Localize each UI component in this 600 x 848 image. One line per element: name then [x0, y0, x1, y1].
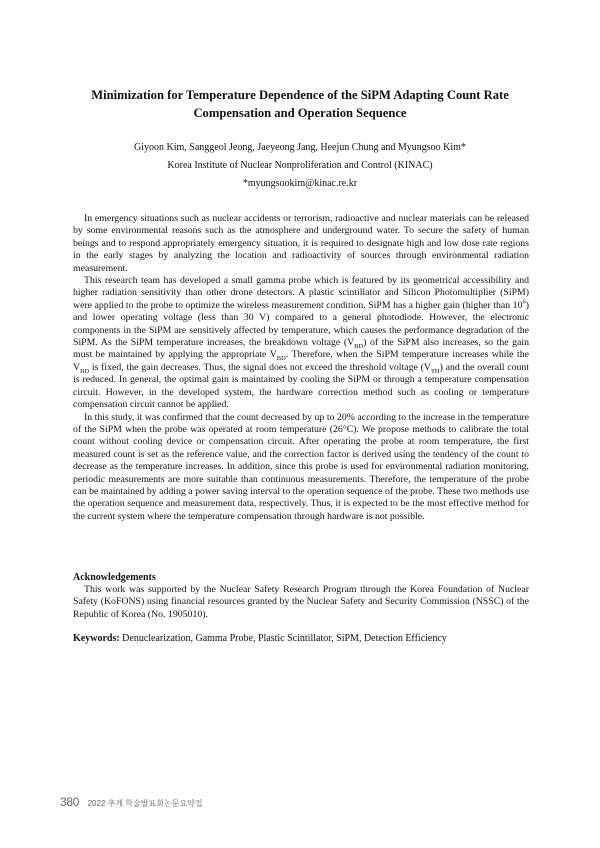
paragraph-3: In this study, it was confirmed that the count decreased by up to 20% according to the increase in the temperature of the SiPM when the probe was operated at room temperature (26°C). We propose methods to calibrate the total count without cooling device or compensation circuit. After operating the probe at room temperature, the first measured count is set as the reference value, and the correction factor is derived using the tendency of the count to decrease as the temperature increases. In addition, since this probe is used for environmental radiation monitoring, periodic measurements are more suitable than continuous measurements. Therefore, the temperature of the probe can be maintained by adding a power saving interval to the operation sequence of the probe. These two methods use the operation sequence and measurement data, respectively. Thus, it is expected to be the most effective method for the current system where the temperature compensation through hardware is not possible.	[73, 411, 529, 522]
acknowledgements-heading: Acknowledgements	[73, 572, 156, 583]
page-number: 380	[60, 795, 80, 809]
paper-title	[60, 86, 540, 122]
affiliation: Korea Institute of Nuclear Nonproliferation and Control (KINAC)	[167, 160, 433, 171]
page-footer	[60, 793, 203, 811]
keywords-line	[73, 633, 529, 645]
author-list: Giyoon Kim, Sanggeol Jeong, Jaeyeong Jang, Heejun Chung and Myungsoo Kim*	[134, 142, 466, 153]
paragraph-1: In emergency situations such as nuclear accidents or terrorism, radioactive and nuclear materials can be released by some environmental reasons such as the atmosphere and underground water. To secure the safety of human beings and to respond appropriately emergency situation, it is required to designate high and low dose rate regions in the early stages by analyzing the location and radioactivity of sources through environmental radiation measurement.	[73, 213, 529, 274]
title-line-1: Minimization for Temperature Dependence of the SiPM Adapting Count Rate	[91, 88, 509, 102]
title-line-2: Compensation and Operation Sequence	[193, 106, 407, 120]
paragraph-2: This research team has developed a small gamma probe which is featured by its geometrical accessibility and higher radiation sensitivity than other drone detectors. A plastic scintillator and Silicon Photomultiplier (SiPM) were applied to the probe to optimize the wireless measurement condition. SiPM has a higher gain (higher than $10^6$) and lower operating voltage (less than 30 V) compared to a general photodiode. However, the electronic components in the SiPM are sensitively affected by temperature, which causes the performance degradation of the SiPM. As the SiPM temperature increases, the breakdown voltage $(V_{BD})$ of the SiPM also increases, so the gain must be maintained by applying the appropriate $V_{BD}$. Therefore, when the SiPM temperature increases while the $V_{BD}$ is fixed, the gain decreases. Thus, the signal does not exceed the threshold voltage $(V_{TH})$ and the overall count is reduced. In general, the optimal gain is maintained by cooling the SiPM or through a temperature compensation circuit. However, in the developed system, the hardware correction method such as cooling or temperature compensation circuit cannot be applied.	[73, 275, 530, 411]
conference-name: 2022 추계 학술발표회논문요약집	[87, 799, 203, 808]
abstract-body	[73, 213, 529, 523]
corresponding-email: *myungsookim@kinac.re.kr	[242, 178, 358, 189]
keywords-label: Keywords:	[73, 633, 120, 644]
acknowledgements-text: This work was supported by the Nuclear Safety Research Program through the Korea Foundation of Nuclear Safety (KoFONS) using financial resources granted by the Nuclear Safety and Security Commission (NSSC) of the Republic of Korea (No. 1905010).	[73, 584, 529, 620]
keywords-text: Denuclearization, Gamma Probe, Plastic Scintillator, SiPM, Detection Efficiency	[119, 633, 447, 644]
